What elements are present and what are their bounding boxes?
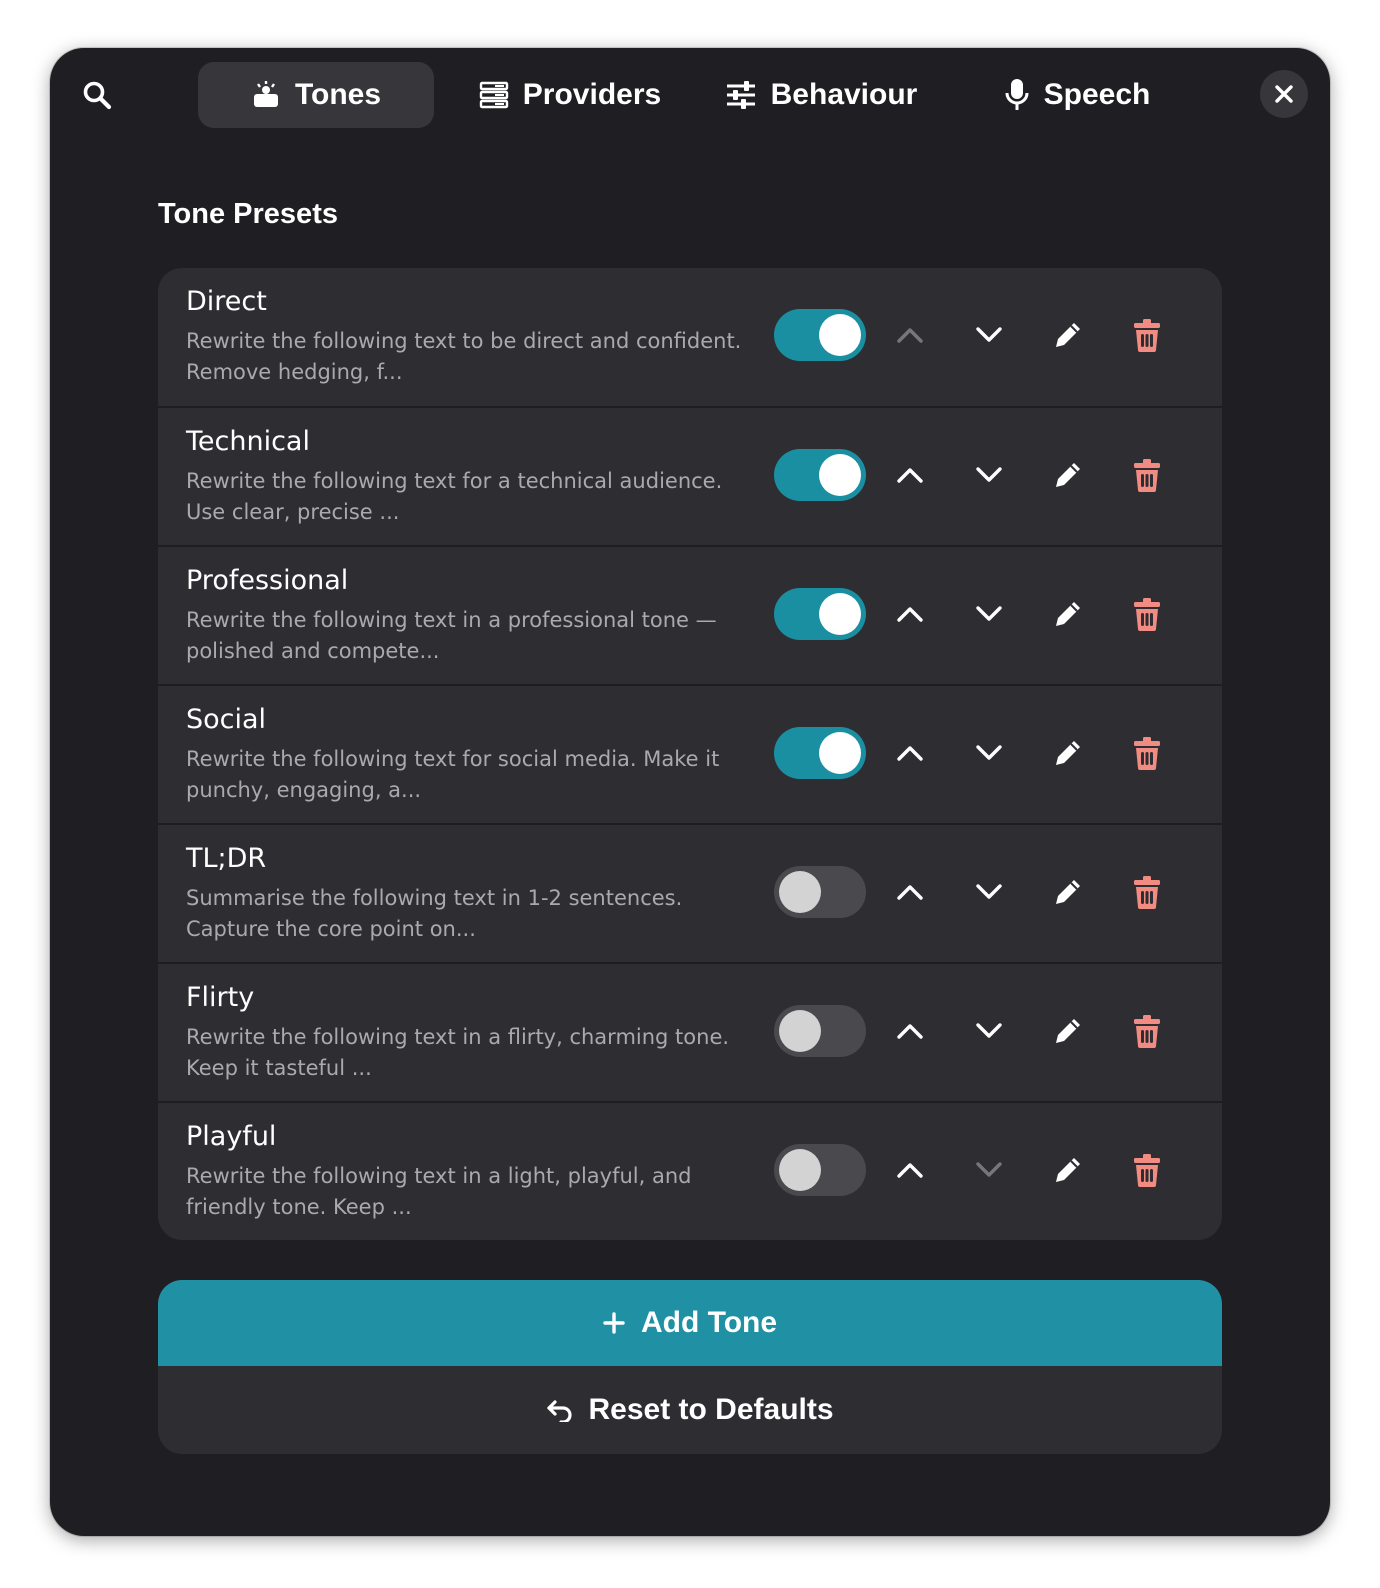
chevron-down-icon xyxy=(975,744,1003,762)
add-tone-label: Add Tone xyxy=(640,1306,778,1339)
trash-icon xyxy=(1133,875,1161,909)
tone-description: Rewrite the following text for social media. Make it punchy, engaging, a... xyxy=(186,747,720,802)
delete-tone-button[interactable] xyxy=(1127,594,1167,634)
move-down-button[interactable] xyxy=(969,1150,1009,1190)
tone-name: Social xyxy=(186,704,267,735)
edit-tone-button[interactable] xyxy=(1048,315,1088,355)
chevron-down-icon xyxy=(975,1161,1003,1179)
tone-name: Technical xyxy=(186,426,310,457)
settings-window xyxy=(50,48,1330,1536)
delete-tone-button[interactable] xyxy=(1127,733,1167,773)
tone-row xyxy=(158,823,1222,962)
tone-enabled-toggle[interactable] xyxy=(774,1005,866,1057)
tone-description: Rewrite the following text in a professional tone — polished and compete... xyxy=(186,608,717,663)
edit-tone-button[interactable] xyxy=(1048,455,1088,495)
pencil-icon xyxy=(1052,737,1084,769)
chevron-up-icon xyxy=(896,1022,924,1040)
move-up-button[interactable] xyxy=(890,1011,930,1051)
chevron-down-icon xyxy=(975,605,1003,623)
close-button[interactable] xyxy=(1260,70,1308,118)
tone-row xyxy=(158,268,1222,406)
pencil-icon xyxy=(1052,1154,1084,1186)
move-up-button[interactable] xyxy=(890,594,930,634)
trash-icon xyxy=(1133,597,1161,631)
close-icon xyxy=(1275,85,1293,103)
providers-icon xyxy=(479,80,509,110)
edit-tone-button[interactable] xyxy=(1048,1011,1088,1051)
chevron-down-icon xyxy=(975,466,1003,484)
move-down-button[interactable] xyxy=(969,872,1009,912)
tone-enabled-toggle[interactable] xyxy=(774,449,866,501)
search-button[interactable] xyxy=(80,78,114,112)
toggle-knob xyxy=(779,1010,821,1052)
tone-description: Rewrite the following text for a technical audience. Use clear, precise ... xyxy=(186,469,723,524)
tab-behaviour-label: Behaviour xyxy=(770,78,918,111)
move-up-button[interactable] xyxy=(890,455,930,495)
tone-name: Professional xyxy=(186,565,349,596)
tone-row xyxy=(158,406,1222,545)
tab-providers-label: Providers xyxy=(522,78,662,111)
chevron-up-icon xyxy=(896,1161,924,1179)
tone-description: Rewrite the following text to be direct and confident. Remove hedging, f... xyxy=(186,329,742,384)
trash-icon xyxy=(1133,458,1161,492)
move-down-button[interactable] xyxy=(969,1011,1009,1051)
pencil-icon xyxy=(1052,319,1084,351)
add-tone-button[interactable] xyxy=(158,1280,1222,1366)
action-buttons xyxy=(158,1280,1222,1454)
undo-icon xyxy=(546,1398,574,1422)
trash-icon xyxy=(1133,318,1161,352)
tone-name: TL;DR xyxy=(186,843,267,874)
delete-tone-button[interactable] xyxy=(1127,455,1167,495)
chevron-up-icon xyxy=(896,466,924,484)
edit-tone-button[interactable] xyxy=(1048,872,1088,912)
tone-enabled-toggle[interactable] xyxy=(774,727,866,779)
move-down-button[interactable] xyxy=(969,594,1009,634)
chevron-up-icon xyxy=(896,605,924,623)
reset-defaults-button[interactable] xyxy=(158,1366,1222,1454)
plus-icon xyxy=(603,1312,625,1334)
tone-name: Playful xyxy=(186,1121,277,1152)
edit-tone-button[interactable] xyxy=(1048,594,1088,634)
tab-tones[interactable] xyxy=(198,62,434,128)
toggle-knob xyxy=(819,593,861,635)
toggle-knob xyxy=(819,314,861,356)
delete-tone-button[interactable] xyxy=(1127,1150,1167,1190)
move-up-button[interactable] xyxy=(890,1150,930,1190)
pencil-icon xyxy=(1052,876,1084,908)
tab-tones-label: Tones xyxy=(294,78,382,111)
trash-icon xyxy=(1133,1153,1161,1187)
move-down-button[interactable] xyxy=(969,315,1009,355)
pencil-icon xyxy=(1052,1015,1084,1047)
tone-enabled-toggle[interactable] xyxy=(774,866,866,918)
tab-speech[interactable] xyxy=(972,62,1182,128)
chevron-down-icon xyxy=(975,1022,1003,1040)
tone-row xyxy=(158,962,1222,1101)
tab-speech-label: Speech xyxy=(1043,78,1151,111)
move-down-button[interactable] xyxy=(969,455,1009,495)
tab-providers[interactable] xyxy=(466,62,674,128)
toggle-knob xyxy=(819,732,861,774)
toggle-knob xyxy=(779,1149,821,1191)
edit-tone-button[interactable] xyxy=(1048,1150,1088,1190)
tone-enabled-toggle[interactable] xyxy=(774,309,866,361)
microphone-icon xyxy=(1004,78,1030,112)
edit-tone-button[interactable] xyxy=(1048,733,1088,773)
tone-enabled-toggle[interactable] xyxy=(774,588,866,640)
delete-tone-button[interactable] xyxy=(1127,1011,1167,1051)
reset-defaults-label: Reset to Defaults xyxy=(588,1393,834,1426)
tone-row xyxy=(158,1101,1222,1240)
chevron-up-icon xyxy=(896,326,924,344)
pencil-icon xyxy=(1052,459,1084,491)
pencil-icon xyxy=(1052,598,1084,630)
tab-behaviour[interactable] xyxy=(706,62,936,128)
move-up-button[interactable] xyxy=(890,315,930,355)
delete-tone-button[interactable] xyxy=(1127,872,1167,912)
delete-tone-button[interactable] xyxy=(1127,315,1167,355)
tone-row xyxy=(158,684,1222,823)
toggle-knob xyxy=(819,454,861,496)
tone-description: Rewrite the following text in a flirty, charming tone. Keep it tasteful ... xyxy=(186,1025,730,1080)
sliders-icon xyxy=(725,80,757,110)
tone-name: Direct xyxy=(186,286,267,317)
tone-row xyxy=(158,545,1222,684)
chevron-up-icon xyxy=(896,883,924,901)
tone-name: Flirty xyxy=(186,982,255,1013)
move-up-button[interactable] xyxy=(890,872,930,912)
tone-description: Rewrite the following text in a light, playful, and friendly tone. Keep ... xyxy=(186,1164,692,1219)
move-down-button[interactable] xyxy=(969,733,1009,773)
tone-description: Summarise the following text in 1-2 sentences. Capture the core point on... xyxy=(186,886,683,941)
tone-list xyxy=(158,268,1222,1240)
trash-icon xyxy=(1133,1014,1161,1048)
chevron-down-icon xyxy=(975,883,1003,901)
chevron-down-icon xyxy=(975,326,1003,344)
trash-icon xyxy=(1133,736,1161,770)
tones-icon xyxy=(251,80,281,110)
move-up-button[interactable] xyxy=(890,733,930,773)
tone-enabled-toggle[interactable] xyxy=(774,1144,866,1196)
section-title: Tone Presets xyxy=(158,198,338,230)
search-icon xyxy=(82,80,112,110)
toggle-knob xyxy=(779,871,821,913)
chevron-up-icon xyxy=(896,744,924,762)
